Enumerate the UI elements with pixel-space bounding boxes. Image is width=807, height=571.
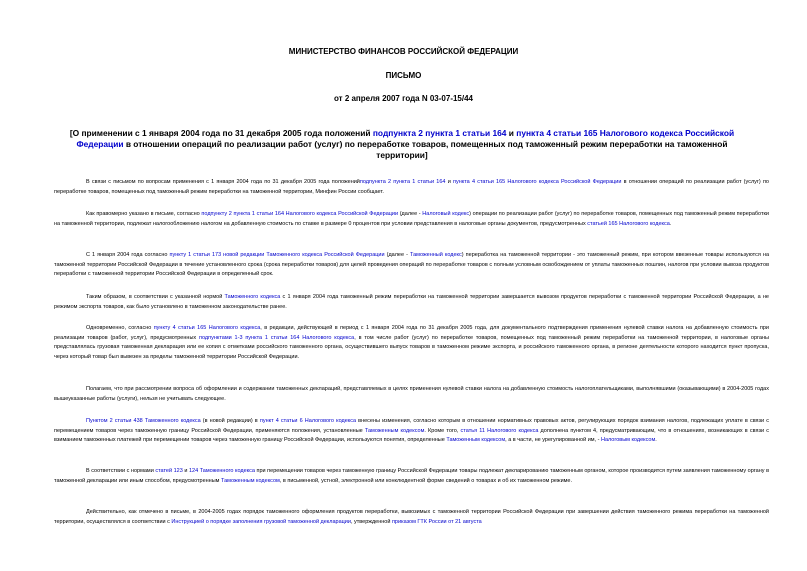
paragraph-text: в отношении операций по реализации работ (услуг) по переработке товаров, помещенных под таможенный режим переработки на таможенной территории, Минфин России сообщает. xyxy=(54,179,769,195)
link-point-165[interactable]: пункта 4 статьи 165 Налогового кодекса Российской Федерации xyxy=(452,179,622,185)
paragraph-text: (далее - xyxy=(398,211,423,217)
link-point-4-article-165[interactable]: пункту 4 статьи 165 Налогового кодекса xyxy=(153,325,261,331)
paragraph-5 xyxy=(54,324,769,363)
link-tax-code[interactable]: Налоговый кодекс xyxy=(422,211,470,217)
paragraph-text: , а в части, не урегулированной им, - xyxy=(505,437,601,444)
link-customs-code[interactable]: Таможенного кодекса xyxy=(224,294,281,300)
paragraph-text: Действительно, как отмечено в письме, в 2004-2005 годах порядок таможенного оформления продуктов переработки, вывозимых с таможенной территории Российской Федерации при завершении действия таможенного режима переработки на таможенной территории, осуществлялся в соответствии с xyxy=(54,509,769,525)
link-customs-code[interactable]: Таможенным кодексом xyxy=(364,427,425,434)
link-subpoint-164-nk[interactable]: подпункту 2 пункта 1 статьи 164 Налогового кодекса Российской Федерации xyxy=(201,211,399,217)
link-tax-code[interactable]: Налоговым кодексом xyxy=(600,437,656,444)
link-article-165[interactable]: статьей 165 Налогового кодекса xyxy=(587,220,670,227)
link-customs-code[interactable]: Таможенным кодексом xyxy=(446,437,506,444)
paragraph-3 xyxy=(54,251,769,280)
paragraph-text: , в редакции, действующей в период с 1 января 2004 года по 31 декабря 2005 года, для документального подтверждения применения нулевой ставки налога на добавленную стоимость при реализации товаров (работ, услуг), предусмотренных xyxy=(54,325,769,341)
paragraph-text: (в новой редакции) в xyxy=(200,418,260,424)
link-customs-code[interactable]: Таможенным кодексом xyxy=(221,477,280,484)
link-point-2-article-438[interactable]: Пунктом 2 статьи 438 Таможенного кодекса xyxy=(86,418,201,424)
paragraph-text: ) операции по реализации работ (услуг) по переработке товаров, помещенных под таможенный режим переработки на таможенной территории, подлежат налогообложению налогом на добавленную стоимость по ставке в размере 0 процентов при условии представления в налоговые органы документов, предусмотренных xyxy=(54,211,769,227)
document-title xyxy=(52,128,752,161)
paragraph-text: В соответствии с нормами xyxy=(86,468,156,474)
link-article-124-customs[interactable]: 124 Таможенного кодекса xyxy=(188,468,255,474)
title-link-subpoint-164[interactable]: подпункта 2 пункта 1 статьи 164 xyxy=(372,128,507,138)
link-gtk-order[interactable]: приказом ГТК России от 21 августа xyxy=(391,518,482,525)
paragraph-text: , в письменной, устной, электронной или конклюдентной форме сведений о товарах и об их таможенном режиме. xyxy=(279,477,573,484)
link-article-173-customs[interactable]: пункту 1 статьи 173 новой редакции Таможенного кодекса Российской Федерации xyxy=(169,252,385,258)
paragraph-text: Полагаем, что при рассмотрении вопроса об оформлении и содержании таможенных деклараций, представляемых в целях применения нулевой ставки налога на добавленную стоимость налогоплательщиками, выполнявшими (оказывающими) в 2004-2005 годах вышеуказанные работы (услуги), нельзя не учитывать следующее. xyxy=(54,386,769,402)
paragraph-text: В связи с письмом по вопросам применения с 1 января 2004 года по 31 декабря 2005 года положений xyxy=(86,179,360,185)
paragraph-2 xyxy=(54,210,769,229)
paragraph-4 xyxy=(54,293,769,312)
link-subpoint-164[interactable]: подпункта 2 пункта 1 статьи 164 xyxy=(359,179,446,185)
link-customs-code[interactable]: Таможенный кодекс xyxy=(410,252,462,258)
paragraph-text: (далее - xyxy=(384,252,411,258)
paragraph-text: . xyxy=(655,437,657,444)
ministry-heading: МИНИСТЕРСТВО ФИНАНСОВ РОССИЙСКОЙ ФЕДЕРАЦИИ xyxy=(288,47,519,56)
paragraph-text: . xyxy=(669,220,672,227)
paragraph-text: дополнена пунктом 4, предусматривающим, что в отношениях, возникающих в связи с взиманием таможенных платежей при перемещении товаров через таможенную границу Российской Федерации, используются понятия, определенные xyxy=(54,427,769,444)
paragraph-7 xyxy=(54,417,769,446)
document-date-number: от 2 апреля 2007 года N 03-07-15/44 xyxy=(333,94,473,103)
paragraph-text: . Кроме того, xyxy=(424,427,461,434)
paragraph-text: Одновременно, согласно xyxy=(86,325,154,331)
link-article-11-tax-code[interactable]: статья 11 Налогового кодекса xyxy=(460,427,539,434)
link-subpoints-1-3-article-164[interactable]: подпунктами 1-3 пункта 1 статьи 164 Налогового кодекса xyxy=(198,334,355,341)
paragraph-text: при перемещении товаров через таможенную границу Российской Федерации товары подлежат декларированию таможенным органом, которое производится путем заявления таможенному органу в таможенной декларации или иным способом, предусмотренным xyxy=(54,468,769,484)
paragraph-1 xyxy=(54,178,769,197)
paragraph-text: Как правомерно указано в письме, согласно xyxy=(86,211,202,217)
paragraph-text: и xyxy=(182,468,189,474)
paragraph-text: , утвержденной xyxy=(350,518,392,525)
link-article-123[interactable]: статей 123 xyxy=(155,468,183,474)
paragraph-text: С 1 января 2004 года согласно xyxy=(86,252,170,258)
title-text: в отношении операций по реализации работ (услуг) по переработке товаров, помещенных под таможенный режим переработки на таможенной территории] xyxy=(123,139,728,160)
paragraph-text: и xyxy=(445,179,453,185)
title-link-point-165[interactable]: пункта 4 статьи 165 Налогового кодекса Российской Федерации xyxy=(76,128,735,149)
paragraph-text: Таким образом, в соответствии с указанной нормой xyxy=(86,294,225,300)
paragraph-text: , в том числе работ (услуг) по переработке товаров, помещенных под таможенный режим переработки на таможенной территории, в налоговые органы представлялась грузовая таможенная декларация или ее копия с отметками российского таможенного органа, осуществившего выпуск товаров в таможенном режиме экспорта, и российского таможенного органа, в регионе деятельности которого находится пункт пропуска, через который товар был вывезен за пределы таможенной территории Российской Федерации. xyxy=(54,334,769,361)
title-text: [О применении с 1 января 2004 года по 31 декабря 2005 года положений xyxy=(69,128,373,138)
paragraph-text: ) переработка на таможенной территории - это таможенный режим, при котором ввезенные товары используются на таможенной территории Российской Федерации в течение установленного срока (срока переработки товаров) для целей проведения операций по переработке товаров с полным условным освобождением от уплаты таможенных пошлин, налогов при условии вывоза продуктов переработки с таможенной территории Российской Федерации в определенный срок. xyxy=(54,252,770,278)
paragraph-text: с 1 января 2004 года таможенный режим переработки на таможенной территории завершается вывозом продуктов переработки с таможенной территории Российской Федерации, а не режимом экспорта товаров, как было установлено в таможенном законодательстве ранее. xyxy=(54,294,769,310)
paragraph-8 xyxy=(54,467,769,486)
document-type-heading: ПИСЬМО xyxy=(385,71,422,80)
paragraph-9 xyxy=(54,508,769,527)
link-declaration-instruction[interactable]: Инструкцией о порядке заполнения грузовой таможенной декларации xyxy=(171,518,351,525)
link-point-4-article-6[interactable]: пункт 4 статьи 6 Налогового кодекса xyxy=(259,418,357,424)
paragraph-text: внесены изменения, согласно которым в отношении нормативных правовых актов, регулирующих порядок взимания налогов, подлежащих уплате в связи с перемещением товаров через таможенную границу Российской Федерации, применяются положения, установленные xyxy=(54,418,769,434)
paragraph-6 xyxy=(54,385,769,404)
title-text: и xyxy=(506,128,517,138)
